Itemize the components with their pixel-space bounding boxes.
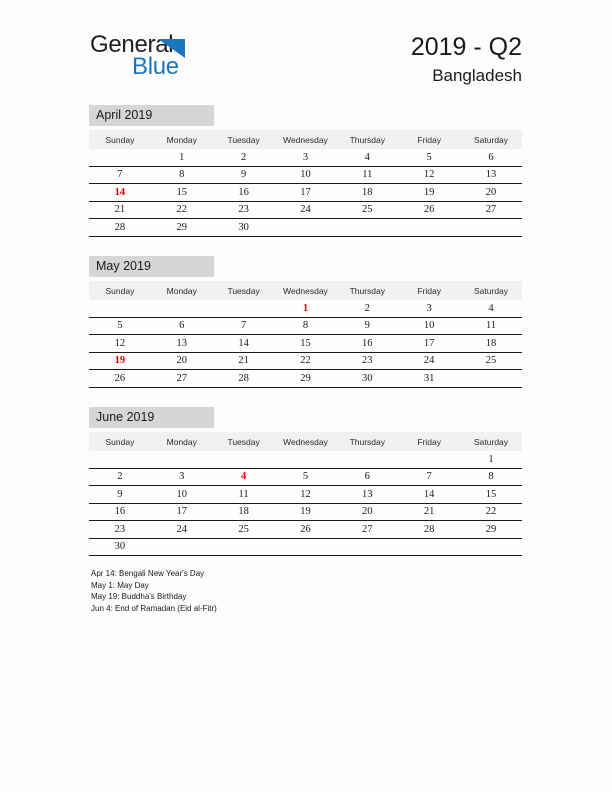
table-row [89,486,522,504]
day-cell-empty [336,451,398,468]
day-cell: 5 [89,317,151,335]
table-row [89,503,522,521]
day-cell: 5 [426,151,432,163]
page-header [0,0,612,100]
holiday-legend-item: Jun 4: End of Ramadan (Eid al-Fitr) [91,603,217,613]
weekday-header-friday: Friday [398,281,460,300]
calendar-body [89,149,522,236]
day-cell: 13 [151,335,213,353]
day-cell: 7 [398,468,460,486]
day-cell-empty [460,538,522,556]
weekday-header-thursday: Thursday [336,130,398,149]
day-cell-empty [89,149,151,166]
weekday-header-thursday: Thursday [336,281,398,300]
day-cell-empty [275,538,337,556]
day-cell: 14 [213,335,275,353]
day-cell: 11 [460,317,522,335]
day-cell: 24 [275,201,337,219]
day-cell: 6 [336,468,398,486]
logo-text-general: General [90,31,174,58]
day-cell-empty [213,451,275,468]
day-cell: 23 [89,521,151,539]
day-cell: 29 [151,219,213,237]
day-cell: 26 [275,521,337,539]
calendar-body [89,451,522,556]
day-cell-empty [275,451,337,468]
day-cell-empty [151,451,213,468]
day-cell-empty [213,300,275,317]
weekday-header-monday: Monday [151,130,213,149]
day-cell: 10 [151,486,213,504]
table-row [89,335,522,353]
day-cell: 12 [275,486,337,504]
day-cell-empty [151,300,213,317]
table-row [89,130,522,149]
table-row [89,166,522,184]
calendar-table-june [89,432,522,556]
day-cell: 7 [89,166,151,184]
day-cell-empty [460,219,522,237]
day-cell: 10 [398,317,460,335]
table-row [89,468,522,486]
day-cell: 25 [336,201,398,219]
day-cell: 16 [89,503,151,521]
day-cell: 26 [398,201,460,219]
day-cell: 2 [364,302,370,314]
day-cell: 15 [275,335,337,353]
day-cell: 21 [213,352,275,370]
calendar-body [89,300,522,387]
day-cell: 26 [89,370,151,388]
day-cell: 31 [398,370,460,388]
table-row [89,432,522,451]
day-cell: 27 [151,370,213,388]
day-cell: 10 [275,166,337,184]
calendar-table-april [89,130,522,237]
weekday-header-friday: Friday [398,130,460,149]
weekday-header-wednesday: Wednesday [275,130,337,149]
table-row [89,370,522,388]
day-cell: 27 [336,521,398,539]
day-cell: 19 [275,503,337,521]
month-label: April 2019 [89,105,214,126]
weekday-header-saturday: Saturday [460,432,522,451]
day-cell-empty [460,370,522,388]
day-cell-empty [151,538,213,556]
day-cell: 11 [336,166,398,184]
weekday-header-tuesday: Tuesday [213,281,275,300]
day-cell: 30 [336,370,398,388]
day-cell-empty [336,538,398,556]
day-cell: 17 [398,335,460,353]
day-cell: 7 [213,317,275,335]
weekday-header-sunday: Sunday [89,432,151,451]
day-cell: 6 [151,317,213,335]
table-row [89,317,522,335]
month-block-june [89,407,522,556]
day-cell: 1 [488,453,494,465]
day-cell: 24 [151,521,213,539]
weekday-header-friday: Friday [398,432,460,451]
day-cell: 13 [336,486,398,504]
weekday-header-sunday: Sunday [89,281,151,300]
day-cell-empty [89,300,151,317]
day-cell: 6 [488,151,494,163]
day-cell: 12 [398,166,460,184]
table-row [89,184,522,202]
day-cell-holiday: 1 [302,302,309,314]
holiday-legend-item: May 1: May Day [91,580,149,590]
day-cell: 15 [151,184,213,202]
day-cell: 20 [460,184,522,202]
day-cell-empty [336,219,398,237]
weekday-header-thursday: Thursday [336,432,398,451]
holiday-legend-item: May 19: Buddha's Birthday [91,592,187,602]
day-cell-empty [275,219,337,237]
weekday-header-monday: Monday [151,432,213,451]
table-row [89,451,522,468]
table-row [89,149,522,166]
day-cell: 18 [336,184,398,202]
day-cell: 8 [460,468,522,486]
day-cell: 3 [302,151,309,163]
day-cell: 28 [398,521,460,539]
day-cell: 16 [336,335,398,353]
weekday-header-saturday: Saturday [460,130,522,149]
day-cell: 15 [460,486,522,504]
day-cell: 29 [275,370,337,388]
day-cell: 4 [364,151,370,163]
month-block-may [89,256,522,388]
day-cell-empty [398,538,460,556]
day-cell: 20 [151,352,213,370]
day-cell: 17 [151,503,213,521]
day-cell: 28 [89,219,151,237]
weekday-header-wednesday: Wednesday [275,432,337,451]
table-row [89,538,522,556]
day-cell: 9 [89,486,151,504]
day-cell: 22 [275,352,337,370]
day-cell: 9 [213,166,275,184]
day-cell: 8 [151,166,213,184]
general-blue-logo [90,32,270,84]
day-cell: 2 [89,468,151,486]
day-cell: 27 [460,201,522,219]
day-cell: 24 [398,352,460,370]
day-cell: 8 [275,317,337,335]
day-cell-holiday: 19 [89,352,151,370]
title-block [411,32,522,88]
weekday-header-sunday: Sunday [89,130,151,149]
weekday-header-tuesday: Tuesday [213,130,275,149]
holiday-legend-item: Apr 14: Bengali New Year's Day [91,569,205,578]
weekday-header-row [89,432,522,451]
table-row [89,219,522,237]
day-cell: 11 [213,486,275,504]
day-cell: 13 [460,166,522,184]
day-cell: 3 [151,468,213,486]
day-cell: 23 [213,201,275,219]
country-subtitle: Bangladesh [432,66,522,85]
day-cell: 18 [460,335,522,353]
day-cell: 12 [89,335,151,353]
day-cell: 28 [213,370,275,388]
weekday-header-tuesday: Tuesday [213,432,275,451]
day-cell: 14 [398,486,460,504]
day-cell: 25 [460,352,522,370]
day-cell: 17 [275,184,337,202]
day-cell: 20 [336,503,398,521]
day-cell: 21 [398,503,460,521]
day-cell: 9 [336,317,398,335]
day-cell-empty [398,451,460,468]
table-row [89,352,522,370]
day-cell-empty [89,451,151,468]
logo-text-blue: Blue [132,53,179,80]
page-title: 2019 - Q2 [410,33,522,61]
day-cell: 21 [89,201,151,219]
weekday-header-monday: Monday [151,281,213,300]
day-cell: 25 [213,521,275,539]
day-cell: 23 [336,352,398,370]
day-cell: 2 [240,151,247,163]
table-row [89,300,522,317]
day-cell: 3 [426,302,432,314]
weekday-header-row [89,130,522,149]
table-row [89,201,522,219]
day-cell-holiday: 14 [89,184,151,202]
day-cell: 18 [213,503,275,521]
day-cell: 29 [460,521,522,539]
weekday-header-saturday: Saturday [460,281,522,300]
table-row [89,281,522,300]
day-cell: 19 [398,184,460,202]
day-cell: 30 [89,538,151,556]
calendar-table-may [89,281,522,388]
weekday-header-row [89,281,522,300]
day-cell-holiday: 4 [213,468,275,486]
day-cell: 30 [213,219,275,237]
day-cell: 16 [213,184,275,202]
day-cell: 22 [151,201,213,219]
weekday-header-wednesday: Wednesday [275,281,337,300]
holiday-legend [91,568,491,614]
table-row [89,521,522,539]
day-cell-empty [398,219,460,237]
day-cell: 4 [488,302,494,314]
day-cell: 5 [275,468,337,486]
month-block-april [89,105,522,237]
day-cell-empty [213,538,275,556]
month-label: May 2019 [89,256,214,277]
day-cell: 22 [460,503,522,521]
month-label: June 2019 [89,407,214,428]
day-cell: 1 [179,151,185,163]
